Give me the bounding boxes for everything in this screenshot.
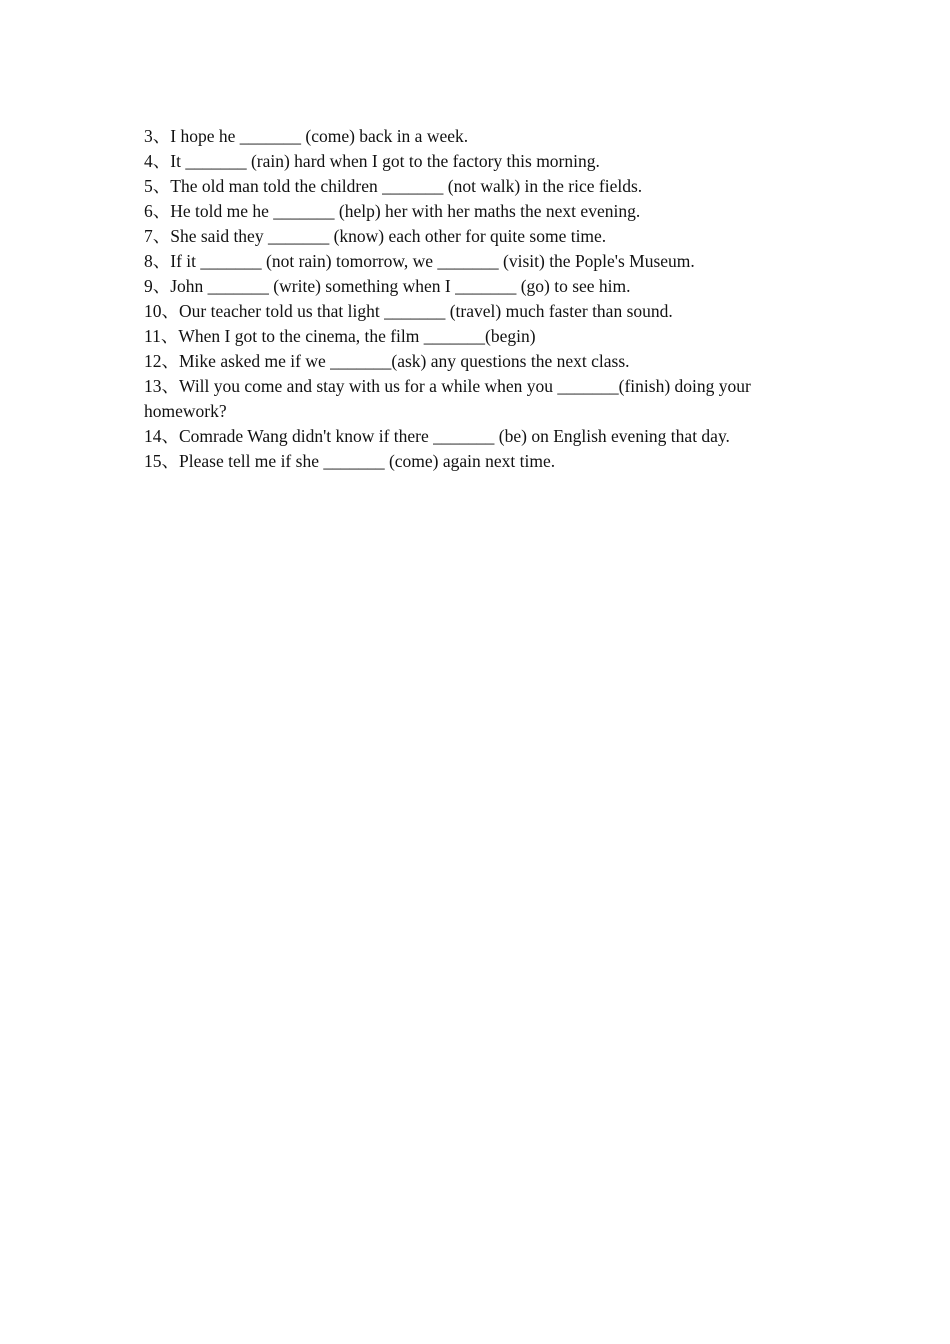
- exercise-item-11: 11、When I got to the cinema, the film _______(begin): [144, 326, 536, 346]
- exercise-item-8: 8、If it _______ (not rain) tomorrow, we _______ (visit) the Pople's Museum.: [144, 251, 695, 271]
- exercise-item-12: 12、Mike asked me if we _______(ask) any questions the next class.: [144, 351, 630, 371]
- exercise-item-9: 9、John _______ (write) something when I _______ (go) to see him.: [144, 276, 631, 296]
- exercise-item-10: 10、Our teacher told us that light _______ (travel) much faster than sound.: [144, 301, 673, 321]
- exercise-list: [144, 124, 812, 474]
- exercise-item-13: 13、Will you come and stay with us for a while when you _______(finish) doing your: [144, 376, 751, 396]
- exercise-item-14: 14、Comrade Wang didn't know if there _______ (be) on English evening that day.: [144, 426, 730, 446]
- exercise-item-15: 15、Please tell me if she _______ (come) again next time.: [144, 451, 556, 471]
- exercise-item-5: 5、The old man told the children _______ (not walk) in the rice fields.: [144, 176, 643, 196]
- exercise-item-4: 4、It _______ (rain) hard when I got to the factory this morning.: [144, 151, 600, 171]
- exercise-item-13-continued: homework?: [144, 401, 227, 421]
- exercise-item-6: 6、He told me he _______ (help) her with her maths the next evening.: [144, 201, 641, 221]
- exercise-item-7: 7、She said they _______ (know) each other for quite some time.: [144, 226, 607, 246]
- exercise-item-3: 3、I hope he _______ (come) back in a week.: [144, 126, 469, 146]
